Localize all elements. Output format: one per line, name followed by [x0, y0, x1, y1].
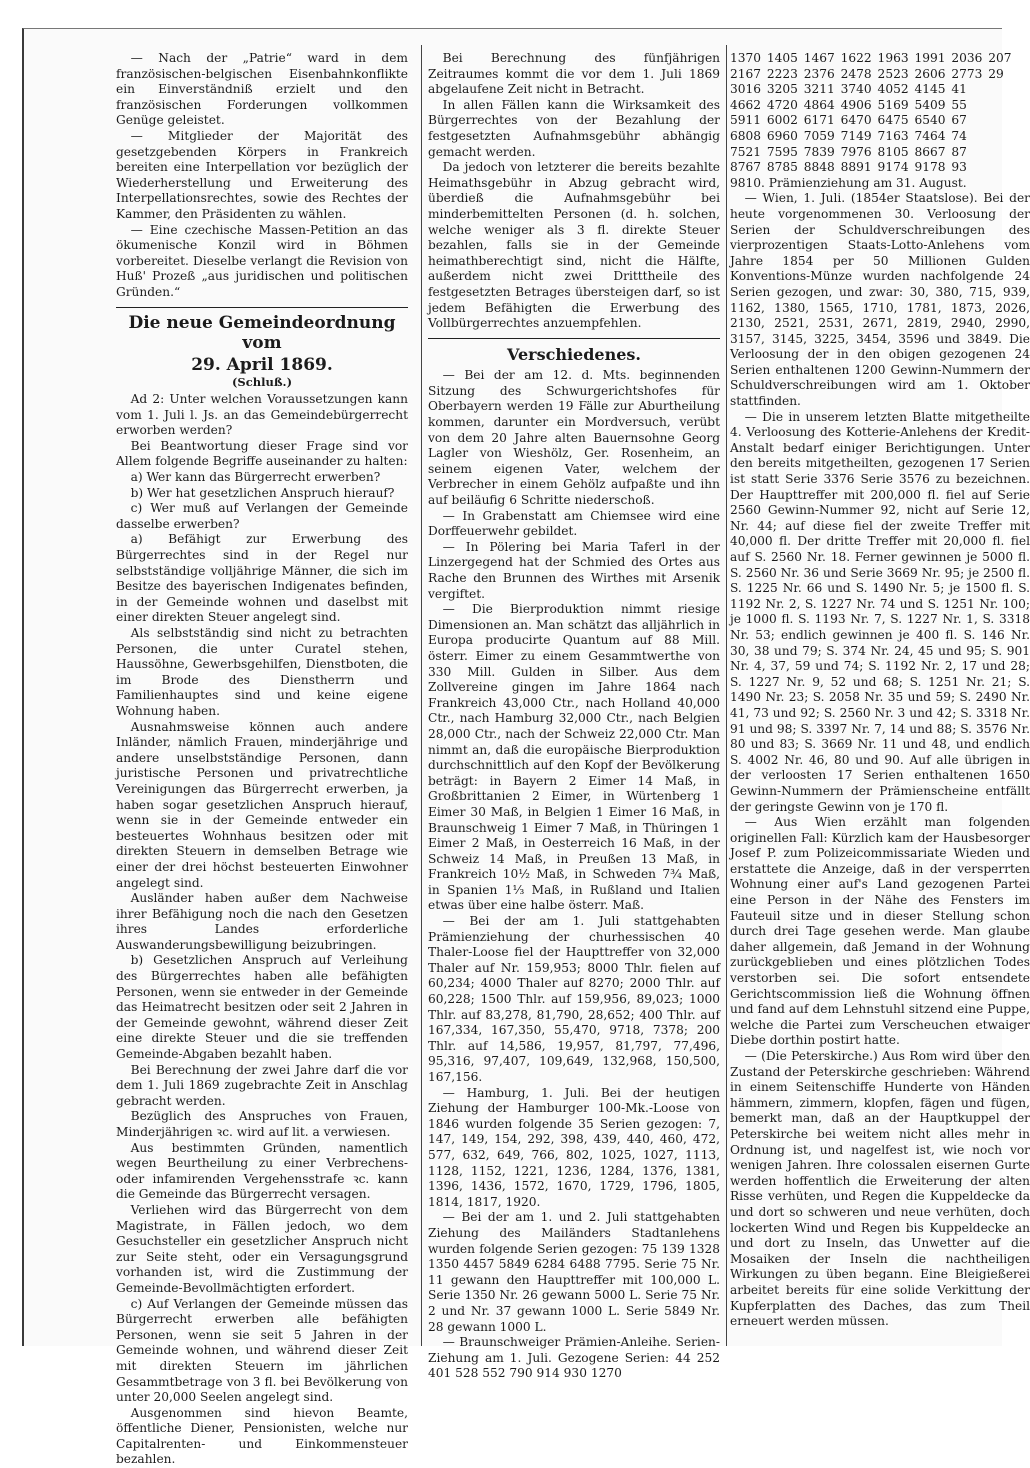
number-row: 3016 3205 3211 3740 4052 4145 41 [730, 82, 967, 97]
section-title: Verschiedenes. [507, 344, 641, 364]
section-divider [116, 307, 408, 308]
article-paragraph: b) Wer hat gesetzlichen Anspruch hierauf? [130, 485, 395, 500]
column-3 [730, 51, 1030, 1346]
article-paragraph: Da jedoch von letzterer die bereits bezahlte Heimathsgebühr in Abzug gebracht wird, überdieß die Aufnahmsgebühr bei minderbemittelten Personen (d. h. solchen, welche weniger als 3 fl. direkte Steuer bezahlen, falls sie in der Gemeinde heimathberechtigt sind, nicht die Hälfte, außerdem nicht zwei Dritttheile des festgesetzten Betrages übersteigen darf, so ist jedem Befähigten die Erwerbung des Vollbürgerrechtes anzuempfehlen. [428, 160, 720, 331]
news-paragraph: — Die Bierproduktion nimmt riesige Dimensionen an. Man schätzt das alljährlich in Europa producirte Quantum auf 88 Mill. österr. Eimer zu einem Gesammtwerthe von 330 Mill. Gulden in Silber. Aus dem Zollvereine gingen im Jahre 1864 nach Frankreich 43,000 Ctr., nach Holland 40,000 Ctr., nach Hamburg 32,000 Ctr., nach Belgien 28,000 Ctr., nach der Schweiz 22,000 Ctr. Man nimmt an, daß die europäische Bierproduktion durchschnittlich auf den Kopf der Bevölkerung beträgt: in Bayern 2 Eimer 14 Maß, in Großbrittanien 2 Eimer, in Würtenberg 1 Eimer 30 Maß, in Belgien 1 Eimer 16 Maß, in Braunschweig 1 Eimer 7 Maß, in Thüringen 1 Eimer 2 Maß, in Oesterreich 16 Maß, in der Schweiz 14 Maß, in Preußen 13 Maß, in Frankreich 10½ Maß, in Schweden 7¾ Maß, in Spanien 1⅓ Maß, in Rußland und Italien etwas über eine halbe österr. Maß. [428, 602, 720, 913]
article-paragraph: Verliehen wird das Bürgerrecht von dem Magistrate, in Fällen jedoch, wo dem Gesuchsteller ein gesetzlicher Anspruch nicht zur Seite steht, oder ein Versagungsgrund vorhanden ist, wird die Zustimmung der Gemeinde-Bevollmächtigten erfordert. [116, 1202, 408, 1295]
news-paragraph: — Bei der am 1. und 2. Juli stattgehabten Ziehung des Mailänders Stadtanlehens wurden folgende Serien gezogen: 75 139 1328 1350 4457 5849 6284 6488 7795. Serie 75 Nr. 11 gewann den Haupttreffer mit 100,000 L. Serie 1350 Nr. 26 gewann 5000 L. Serie 75 Nr. 2 und Nr. 37 gewann 1000 L. Serie 5849 Nr. 28 gewann 1000 L. [428, 1210, 720, 1334]
news-paragraph: — In Pölering bei Maria Taferl in der Linzergegend hat der Schmied des Ortes aus Rache den Brunnen des Wirthes mit Arsenik vergiftet. [428, 539, 720, 601]
news-paragraph: — In Grabenstatt am Chiemsee wird eine Dorffeuerwehr gebildet. [428, 508, 720, 539]
news-paragraph: — Wien, 1. Juli. (1854er Staatslose). Bei der heute vorgenommenen 30. Verloosung der Serien der Schuldverschreibungen des vierprozentigen Staats-Lotto-Anlehens vom Jahre 1854 per 50 Millionen Gulden Konventions-Münze wurden nachfolgende 24 Serien gezogen, und zwar: 30, 380, 715, 939, 1162, 1380, 1565, 1710, 1781, 1873, 2026, 2130, 2521, 2531, 2671, 2819, 2940, 2990, 3157, 3145, 3225, 3454, 3596 und 3849. Die Verloosung der in den obigen gezogenen 24 Serien enthaltenen 1200 Gewinn-Nummern der Schuldverschreibungen wird am 1. Oktober stattfinden. [730, 191, 1030, 409]
article-paragraph: Ausgenommen sind hievon Beamte, öffentliche Diener, Pensionisten, welche nur Capitalrenten- und Einkommensteuer bezahlen. [116, 1405, 408, 1467]
number-row: 6808 6960 7059 7149 7163 7464 74 [730, 128, 967, 143]
article-paragraph: Bezüglich des Anspruches von Frauen, Minderjährigen ꝛc. wird auf lit. a verwiesen. [116, 1109, 408, 1139]
article-subtitle: (Schluß.) [231, 374, 293, 389]
number-row: 8767 8785 8848 8891 9174 9178 93 [730, 160, 967, 175]
news-paragraph: — Hamburg, 1. Juli. Bei der heutigen Ziehung der Hamburger 100-Mk.-Loose von 1846 wurden folgende 35 Serien gezogen: 7, 147, 149, 154, 292, 398, 439, 440, 460, 472, 577, 632, 649, 766, 802, 1025, 1027, 1113, 1128, 1152, 1221, 1236, 1284, 1376, 1381, 1396, 1436, 1572, 1670, 1729, 1796, 1805, 1814, 1817, 1920. [428, 1085, 720, 1209]
number-row: 4662 4720 4864 4906 5169 5409 55 [730, 97, 967, 112]
article-paragraph: c) Auf Verlangen der Gemeinde müssen das Bürgerrecht erwerben alle befähigten Personen, wenn sie seit 5 Jahren in der Gemeinde wohnen, und während dieser Zeit mit direkten Steuern im jährlichen Gesammtbetrage von 3 fl. bei Bevölkerung von unter 20,000 Seelen angelegt sind. [116, 1296, 408, 1405]
article-paragraph: a) Befähigt zur Erwerbung des Bürgerrechtes sind in der Regel nur selbstständige volljährige Männer, die sich im Besitze des bayerischen Indigenates befinden, in der Gemeinde wohnen und daselbst mit einer direkten Steuer angelegt sind. [116, 532, 408, 625]
article-paragraph: Aus bestimmten Gründen, namentlich wegen Beurtheilung zu einer Verbrechens- oder infamirenden Vergehensstrafe ꝛc. kann die Gemeinde das Bürgerrecht versagen. [116, 1140, 408, 1202]
news-paragraph: — Die in unserem letzten Blatte mitgetheilte 4. Verloosung des Kotterie-Anlehens der Kredit-Anstalt bedarf einiger Berichtigungen. Unter den bereits mitgetheilten, gezogenen 17 Serien ist statt Serie 3376 Serie 3576 zu bezeichnen. Der Haupttreffer mit 200,000 fl. fiel auf Serie 2560 Gewinn-Nummer 92, nicht auf Serie 12, Nr. 44; auf diese fiel der zweite Treffer mit 40,000 fl. Der dritte Treffer mit 20,000 fl. fiel auf S. 2560 Nr. 18. Ferner gewinnen je 5000 fl. S. 2560 Nr. 36 und Serie 3669 Nr. 95; je 2500 fl. S. 1225 Nr. 66 und S. 1490 Nr. 5; je 1500 fl. S. 1192 Nr. 2, S. 1227 Nr. 74 und S. 1251 Nr. 100; je 1000 fl. S. 1193 Nr. 7, S. 1227 Nr. 1, S. 3318 Nr. 53; endlich gewinnen je 400 fl. S. 146 Nr. 30, 38 und 79; S. 374 Nr. 24, 45 und 95; S. 901 Nr. 4, 37, 59 und 74; S. 1192 Nr. 2, 17 und 28; S. 1227 Nr. 9, 52 und 68; S. 1251 Nr. 21; S. 1490 Nr. 23; S. 2058 Nr. 35 und 59; S. 2490 Nr. 41, 73 und 92; S. 2560 Nr. 3 und 42; S. 3318 Nr. 91 und 98; S. 3397 Nr. 7, 14 und 88; S. 3576 Nr. 80 und 83; S. 3669 Nr. 11 und 48, und endlich S. 4002 Nr. 46, 80 und 90. Auf alle übrigen in der verloosten 17 Serien enthaltenen 1650 Gewinn-Nummern der Prämienscheine entfällt der geringste Gewinn von je 170 fl. [730, 409, 1030, 814]
news-paragraph: — Mitglieder der Majorität des gesetzgebenden Körpers in Frankreich bereiten eine Interpellation vor bezüglich der Wiederherstellung und Erweiterung des Interpellationsrechtes, sowie des Rechtes der Kammer, den Präsidenten zu wählen. [116, 128, 408, 221]
column-rule [726, 45, 727, 1346]
news-paragraph: — Eine czechische Massen-Petition an das ökumenische Konzil wird in Böhmen vorbereitet. Dieselbe verlangt die Revision von Huß' Prozeß „aus juridischen und politischen Gründen.“ [116, 222, 408, 299]
news-paragraph: — (Die Peterskirche.) Aus Rom wird über den Zustand der Peterskirche geschrieben: Während in einem Seitenschiffe Hunderte von Händen hämmern, zimmern, klopfen, fägen und fügen, bemerkt man, daß an der Hauptkuppel der Peterskirche bei weitem nicht alles mehr in Ordnung ist, und nagelfest ist, wie noch vor wenigen Jahren. Ihre colossalen eisernen Gurte werden hoffentlich die Erweiterung der alten Risse verhüten, und Regen die Kuppeldecke da und dort so schweren und neue verhüten, doch lockerten Wind und Regen bis Kuppeldecke an und dort zu Inseln, das Unwetter auf die Mosaiken der Inseln die nachtheiligen Wirkungen zu üben begann. Eine Bleigießerei arbeitet bereits für eine solide Verkittung der Kupferplatten des Daches, das zum Theil erneuert werden müssen. [730, 1049, 1030, 1329]
article-paragraph: In allen Fällen kann die Wirksamkeit des Bürgerrechtes von der Bezahlung der festgesetzten Aufnahmsgebühr abhängig gemacht werden. [428, 97, 720, 159]
article-title: Die neue Gemeindeordnung vom [128, 312, 396, 353]
lottery-number-table [730, 51, 1030, 176]
article-paragraph: Als selbstständig sind nicht zu betrachten Personen, die unter Curatel stehen, Haussöhne, Gewerbsgehilfen, Dienstboten, die im Brode des Dienstherrn und Familienhauptes sind und keine eigene Wohnung haben. [116, 626, 408, 718]
column-rule [421, 45, 422, 1346]
number-row: 1370 1405 1467 1622 1963 1991 2036 207 [730, 51, 1012, 65]
news-paragraph: — Bei der am 12. d. Mts. beginnenden Sitzung des Schwurgerichtshofes für Oberbayern werden 19 Fälle zur Aburtheilung kommen, darunter ein Mordversuch, verübt von dem 20 Jahre alten Bauernsohne Georg Lagler von Wieshölz, Ger. Rosenheim, an seinem eigenen Vater, welchem der Verbrecher in einem Gehölz aufpaßte und ihn auf beiläufig 6 Schritte niederschoß. [428, 368, 720, 508]
newspaper-page [22, 28, 1030, 1467]
article-paragraph: Ausländer haben außer dem Nachweise ihrer Befähigung noch die nach den Gesetzen ihres Landes erforderliche Auswanderungsbewilligung beizubringen. [116, 891, 408, 952]
news-paragraph: 9810. Prämienziehung am 31. August. [730, 175, 967, 190]
article-paragraph: Ausnahmsweise können auch andere Inländer, nämlich Frauen, minderjährige und andere unselbstständige Personen, dann juristische Personen und privatrechtliche Vereinigungen das Bürgerrecht erwerben, ja haben sogar gesetzlichen Anspruch hierauf, wenn sie in der Gemeinde entweder ein besteuertes Wohnhaus besitzen oder mit direkten Steuern in demselben Betrage wie einer der drei höchst besteuerten Einwohner angelegt sind. [116, 719, 408, 890]
news-paragraph: — Braunschweiger Prämien-Anleihe. Serien-Ziehung am 1. Juli. Gezogene Serien: 44 252 401 528 552 790 914 930 1270 [428, 1335, 720, 1381]
article-paragraph: a) Wer kann das Bürgerrecht erwerben? [130, 470, 381, 485]
news-paragraph: — Bei der am 1. Juli stattgehabten Prämienziehung der churhessischen 40 Thaler-Loose fiel der Haupttreffer von 32,000 Thaler auf Nr. 159,953; 8000 Thlr. fielen auf 60,234; 4000 Thaler auf 8270; 2000 Thlr. auf 60,228; 1500 Thlr. auf 159,956, 89,023; 1000 Thlr. auf 83,278, 81,790, 28,652; 400 Thlr. auf 167,334, 167,350, 55,470, 9718, 7378; 200 Thlr. auf 14,586, 19,957, 81,797, 77,496, 95,316, 97,407, 109,649, 132,968, 150,500, 167,156. [428, 914, 720, 1084]
article-paragraph: Bei Berechnung der zwei Jahre darf die vor dem 1. Juli 1869 zugebrachte Zeit in Anschlag gebracht werden. [116, 1062, 408, 1108]
number-row: 5911 6002 6171 6470 6475 6540 67 [730, 113, 967, 128]
number-row: 2167 2223 2376 2478 2523 2606 2773 29 [730, 66, 1004, 81]
column-2 [428, 51, 720, 1381]
news-paragraph: — Aus Wien erzählt man folgenden originellen Fall: Kürzlich kam der Hausbesorger Josef P. zum Polizeicommissariate Wieden und erstattete die Anzeige, daß in der versperrten Wohnung einer auf's Land gezogenen Partei eine Person in der Nähe des Fensters im Fauteuil sitze und in dieser Stellung schon durch drei Tage gesehen werde. Man glaube daher allgemein, daß Jemand in der Wohnung zurückgeblieben und eines plötzlichen Todes verstorben sei. Die sofort entsendete Gerichtscommission ließ die Wohnung öffnen und fand auf dem Lehnstuhl sitzend eine Puppe, welche die Partei zum Verscheuchen etwaiger Diebe dorthin postirt hatte. [730, 815, 1030, 1048]
news-paragraph: — Nach der „Patrie“ ward in dem französischen-belgischen Eisenbahnkonflikte ein Einverständniß erzielt und den französischen Forderungen vollkommen Genüge geleistet. [116, 51, 408, 128]
article-paragraph: b) Gesetzlichen Anspruch auf Verleihung des Bürgerrechtes haben alle befähigten Personen, wenn sie entweder in der Gemeinde das Heimatrecht besitzen oder seit 2 Jahren in der Gemeinde gewohnt, während dieser Zeit eine direkte Steuer und die sie treffenden Gemeinde-Abgaben bezahlt haben. [116, 953, 408, 1062]
article-paragraph: Ad 2: Unter welchen Voraussetzungen kann vom 1. Juli l. Js. an das Gemeindebürgerrecht erworben werden? [116, 392, 408, 438]
article-title-date: 29. April 1869. [191, 354, 333, 375]
article-paragraph: Bei Berechnung des fünfjährigen Zeitraumes kommt die vor dem 1. Juli 1869 abgelaufene Zeit nicht in Betracht. [428, 51, 720, 97]
column-1 [116, 51, 408, 1467]
section-divider [428, 338, 720, 339]
number-row: 7521 7595 7839 7976 8105 8667 87 [730, 144, 967, 159]
article-paragraph: c) Wer muß auf Verlangen der Gemeinde dasselbe erwerben? [116, 501, 408, 531]
article-paragraph: Bei Beantwortung dieser Frage sind vor Allem folgende Begriffe auseinander zu halten: [116, 438, 408, 469]
